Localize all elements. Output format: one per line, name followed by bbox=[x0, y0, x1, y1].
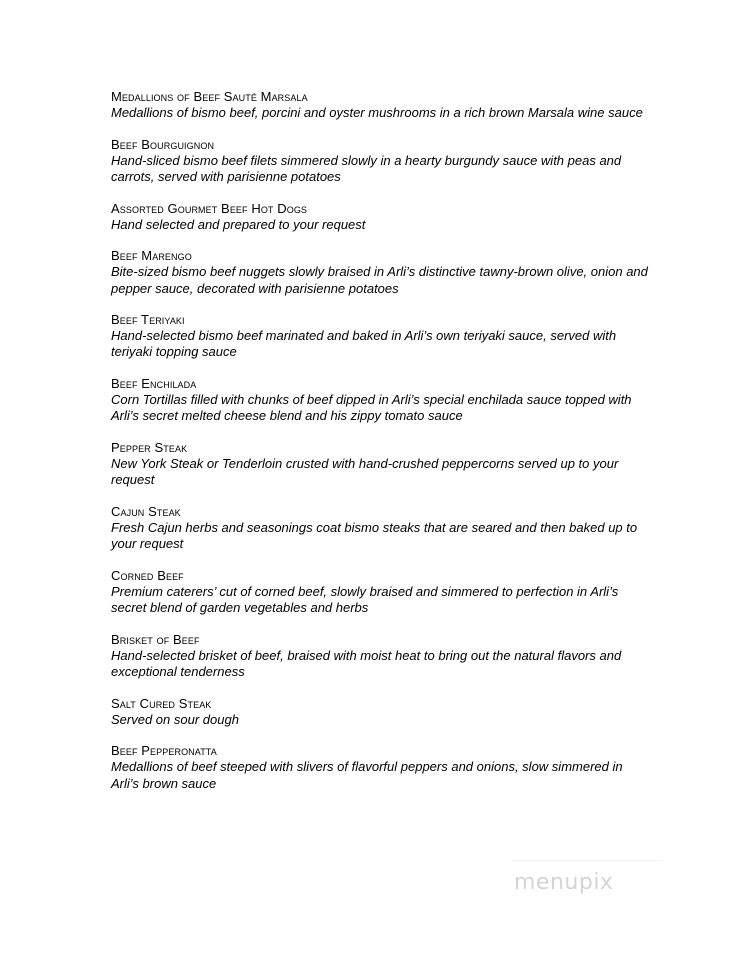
menu-item-description: Hand-selected brisket of beef, braised with moist heat to bring out the natural flavors and exceptional tenderness bbox=[111, 647, 622, 679]
menu-item-title: Brisket of Beef bbox=[111, 631, 200, 647]
menu-item bbox=[111, 201, 651, 233]
menu-item bbox=[111, 137, 651, 185]
menu-item-title: Beef Pepperonatta bbox=[111, 743, 217, 759]
menu-item-description: Medallions of beef steeped with slivers of flavorful peppers and onions, slow simmered in Arli’s brown sauce bbox=[111, 759, 623, 791]
menu-item bbox=[111, 743, 651, 791]
menu-item-title: Pepper Steak bbox=[111, 440, 188, 456]
menu-item-description: Hand-sliced bismo beef filets simmered slowly in a hearty burgundy sauce with peas and carrots, served with parisienne potatoes bbox=[111, 152, 622, 184]
menu-item-description: Hand selected and prepared to your request bbox=[111, 216, 366, 232]
menu-list bbox=[111, 89, 651, 807]
menu-item-description: Corn Tortillas filled with chunks of beef dipped in Arli’s special enchilada sauce topped with Arli’s secret melted cheese blend and his zippy tomato sauce bbox=[111, 392, 632, 424]
menu-item-title: Beef Marengo bbox=[111, 248, 192, 264]
menu-item bbox=[111, 89, 651, 121]
menu-item-description: Served on sour dough bbox=[111, 711, 239, 727]
menu-item bbox=[111, 568, 651, 616]
menu-item-description: Bite-sized bismo beef nuggets slowly braised in Arli’s distinctive tawny-brown olive, onion and pepper sauce, decorated with parisienne potatoes bbox=[111, 264, 648, 296]
menupix-watermark: menupix bbox=[514, 870, 614, 895]
menu-item-description: Medallions of bismo beef, porcini and oyster mushrooms in a rich brown Marsala wine sauce bbox=[111, 105, 643, 120]
menu-item bbox=[111, 440, 651, 488]
menu-item-description: New York Steak or Tenderloin crusted with hand-crushed peppercorns served up to your request bbox=[111, 456, 619, 488]
menu-item bbox=[111, 696, 651, 728]
menu-item-title: Salt Cured Steak bbox=[111, 695, 212, 711]
menu-item bbox=[111, 248, 651, 296]
menu-item-title: Assorted Gourmet Beef Hot Dogs bbox=[111, 200, 308, 216]
menu-item-title: Medallions of Beef Sauté Marsala bbox=[111, 89, 308, 104]
menu-item bbox=[111, 376, 651, 424]
menu-item-description: Hand-selected bismo beef marinated and baked in Arli’s own teriyaki sauce, served with teriyaki topping sauce bbox=[111, 328, 617, 360]
menu-item-title: Corned Beef bbox=[111, 567, 184, 583]
menu-item-description: Fresh Cajun herbs and seasonings coat bismo steaks that are seared and then baked up to your request bbox=[111, 519, 638, 552]
menu-item-title: Beef Teriyaki bbox=[111, 312, 185, 328]
watermark-divider bbox=[512, 860, 662, 861]
menu-item-title: Beef Bourguignon bbox=[111, 136, 215, 152]
menu-item bbox=[111, 312, 651, 360]
menu-item-title: Cajun Steak bbox=[111, 503, 181, 519]
menu-item bbox=[111, 504, 651, 552]
menu-item bbox=[111, 632, 651, 680]
menu-item-title: Beef Enchilada bbox=[111, 376, 197, 392]
menu-item-description: Premium caterers’ cut of corned beef, slowly braised and simmered to perfection in Arli’s secret blend of garden vegetables and herbs bbox=[111, 583, 619, 616]
